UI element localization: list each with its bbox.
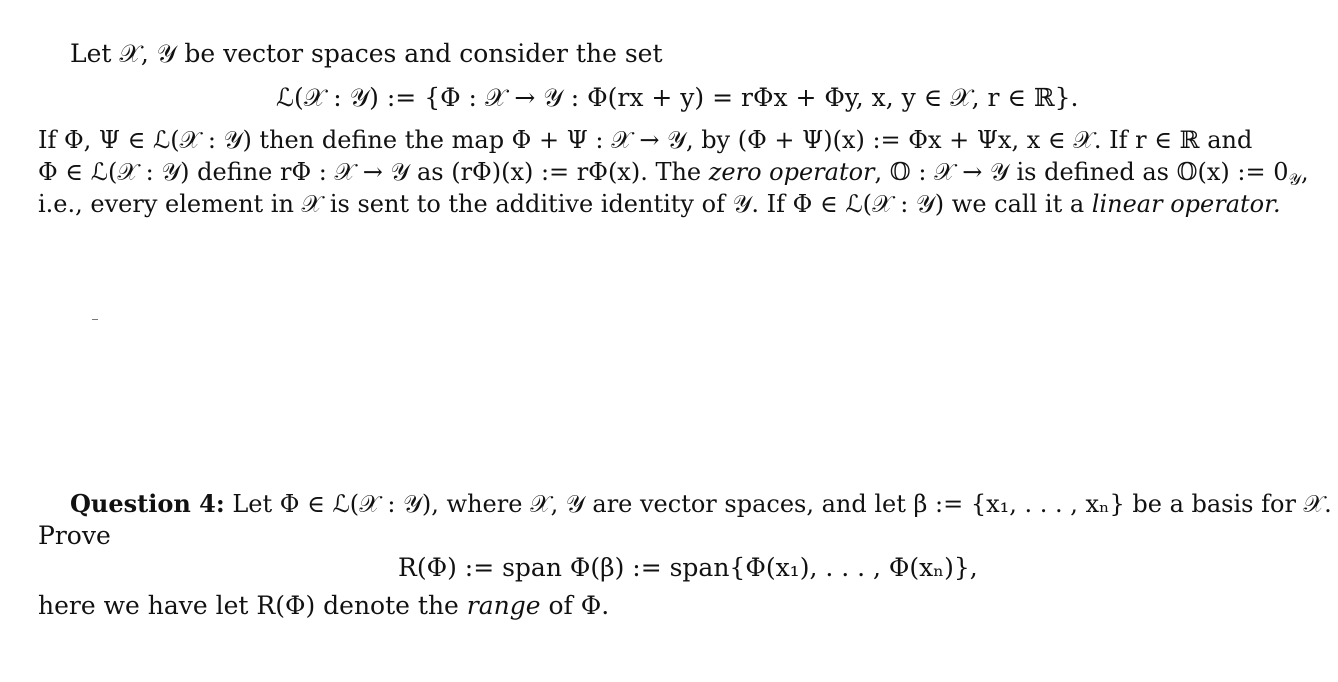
prove-line: Prove	[38, 521, 111, 550]
range-equation: R(Φ) := span Φ(β) := span{Φ(x₁), . . . , Φ(xₙ)},	[398, 553, 978, 582]
note-part-a: here we have let R(Φ) denote the	[38, 591, 467, 620]
linear-operator-line	[38, 188, 1281, 220]
question-line	[70, 488, 1332, 520]
note-part-b: of Φ.	[540, 591, 610, 620]
zero-operator-term: zero operator	[708, 158, 875, 186]
range-note-line	[38, 590, 609, 622]
question-text: Let Φ ∈ ℒ(𝒳 : 𝒴), where 𝒳, 𝒴 are vector spaces, and let β := {x₁, . . . , xₙ} be a basis for 𝒳.	[224, 490, 1332, 518]
question-label: Question 4:	[70, 489, 225, 518]
stray-mark	[92, 319, 98, 320]
sum-definition-line: If Φ, Ψ ∈ ℒ(𝒳 : 𝒴) then define the map Φ + Ψ : 𝒳 → 𝒴, by (Φ + Ψ)(x) := Φx + Ψx, x ∈ 𝒳. If r ∈ ℝ and	[38, 126, 1253, 154]
zero-subscript: 𝒴	[1288, 170, 1302, 189]
line4-part-c: ,	[1301, 158, 1309, 186]
set-definition-equation: ℒ(𝒳 : 𝒴) := {Φ : 𝒳 → 𝒴 : Φ(rx + y) = rΦx + Φy, x, y ∈ 𝒳, r ∈ ℝ}.	[276, 83, 1079, 112]
linear-operator-term: linear operator.	[1091, 190, 1281, 218]
intro-line: Let 𝒳, 𝒴 be vector spaces and consider the set	[70, 39, 663, 68]
range-term: range	[466, 591, 541, 620]
line4-part-b: , 𝕆 : 𝒳 → 𝒴 is defined as 𝕆(x) := 0	[874, 158, 1289, 186]
line5-part-a: i.e., every element in 𝒳 is sent to the additive identity of 𝒴. If Φ ∈ ℒ(𝒳 : 𝒴) we call it a	[38, 190, 1092, 218]
line4-part-a: Φ ∈ ℒ(𝒳 : 𝒴) define rΦ : 𝒳 → 𝒴 as (rΦ)(x) := rΦ(x). The	[38, 158, 709, 186]
